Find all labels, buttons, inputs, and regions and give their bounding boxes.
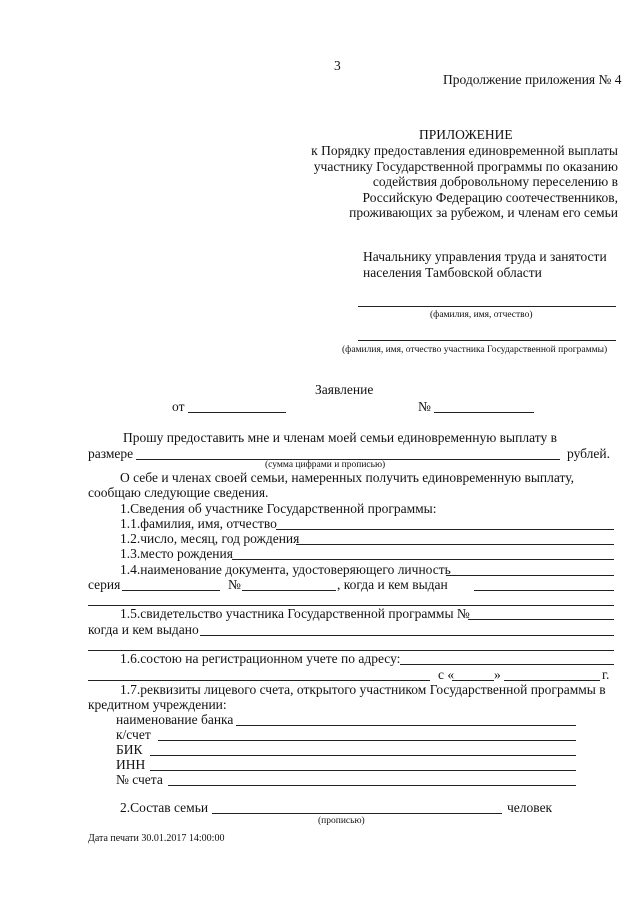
continuation-note: Продолжение приложения № 4 — [443, 72, 622, 87]
section-1-heading: 1.Сведения об участнике Государственной программы: — [120, 501, 437, 516]
inn-line[interactable] — [150, 770, 576, 771]
registration-line-2[interactable] — [88, 680, 430, 681]
bank-name-line[interactable] — [236, 725, 576, 726]
since-month-line[interactable] — [504, 680, 600, 681]
fio-line[interactable] — [358, 306, 616, 307]
account-number-label: № счета — [116, 772, 163, 787]
inn-label: ИНН — [116, 757, 146, 772]
issued-label: , когда и кем выдан — [337, 577, 448, 592]
addressee-line: населения Тамбовской области — [363, 265, 542, 280]
field-label-fio: 1.1.фамилия, имя, отчество — [120, 516, 277, 531]
account-number-line[interactable] — [168, 785, 576, 786]
page-number: 3 — [334, 58, 341, 73]
year-label: г. — [602, 667, 610, 682]
field-line-birthplace[interactable] — [232, 559, 614, 560]
registration-line[interactable] — [400, 664, 614, 665]
appendix-line: к Порядку предоставления единовременной выплаты — [311, 143, 618, 158]
field-line-birthdate[interactable] — [296, 544, 614, 545]
field-line-fio[interactable] — [276, 529, 614, 530]
addressee-line: Начальнику управления труда и занятости — [363, 249, 607, 264]
field-label-bank-details-2: кредитном учреждении: — [88, 697, 227, 712]
fio-participant-caption: (фамилия, имя, отчество участника Государственной программы) — [342, 345, 608, 355]
field-label-id-doc: 1.4.наименование документа, удостоверяющего личность — [120, 562, 451, 577]
date-line[interactable] — [188, 412, 286, 413]
statement-number-line[interactable] — [434, 412, 534, 413]
corr-account-line[interactable] — [158, 740, 576, 741]
bik-label: БИК — [116, 742, 143, 757]
section-2-heading: 2.Состав семьи — [120, 800, 209, 815]
since-close: » — [494, 667, 501, 682]
bank-name-label: наименование банка — [116, 712, 234, 727]
field-label-certificate: 1.5.свидетельство участника Государственной программы № — [120, 606, 470, 621]
statement-title: Заявление — [315, 382, 374, 397]
print-date: Дата печати 30.01.2017 14:00:00 — [88, 833, 225, 844]
appendix-line: содействия добровольному переселению в — [372, 174, 618, 189]
fio-participant-line[interactable] — [358, 340, 616, 341]
doc-number-label: № — [228, 577, 241, 592]
from-label: от — [172, 399, 185, 414]
appendix-title: ПРИЛОЖЕНИЕ — [419, 127, 513, 142]
field-label-birthdate: 1.2.число, месяц, год рождения — [120, 531, 300, 546]
family-count-line[interactable] — [212, 813, 502, 814]
sum-caption: (сумма цифрами и прописью) — [265, 460, 386, 470]
doc-number-line[interactable] — [242, 590, 336, 591]
about-text: сообщаю следующие сведения. — [88, 485, 269, 500]
words-caption: (прописью) — [318, 816, 365, 826]
series-line[interactable] — [122, 590, 220, 591]
request-size-label: размере — [88, 446, 134, 461]
since-day-line[interactable] — [452, 680, 494, 681]
number-label: № — [418, 399, 431, 414]
appendix-line: участнику Государственной программы по оказанию — [313, 159, 618, 174]
rubles-label: рублей. — [567, 446, 611, 461]
field-label-bank-details: 1.7.реквизиты лицевого счета, открытого участником Государственной программы в — [120, 682, 606, 697]
bik-line[interactable] — [150, 755, 576, 756]
persons-label: человек — [507, 800, 553, 815]
corr-account-label: к/счет — [116, 727, 151, 742]
about-text: О себе и членах своей семьи, намеренных получить единовременную выплату, — [120, 470, 574, 485]
appendix-line: проживающих за рубежом, и членам его семьи — [349, 205, 618, 220]
appendix-line: Российскую Федерацию соотечественников, — [362, 190, 618, 205]
field-label-registration: 1.6.состою на регистрационном учете по адресу: — [120, 651, 401, 666]
field-label-birthplace: 1.3.место рождения — [120, 546, 233, 561]
issued-label-2: когда и кем выдано — [88, 622, 199, 637]
issued-line[interactable] — [474, 590, 614, 591]
field-line-id-doc[interactable] — [446, 575, 614, 576]
since-label: с « — [438, 667, 455, 682]
certificate-number-line[interactable] — [468, 619, 614, 620]
series-label: серия — [88, 577, 121, 592]
request-text: Прошу предоставить мне и членам моей семьи единовременную выплату в — [123, 430, 557, 445]
fio-caption: (фамилия, имя, отчество) — [430, 310, 533, 320]
certificate-issued-line[interactable] — [200, 635, 614, 636]
